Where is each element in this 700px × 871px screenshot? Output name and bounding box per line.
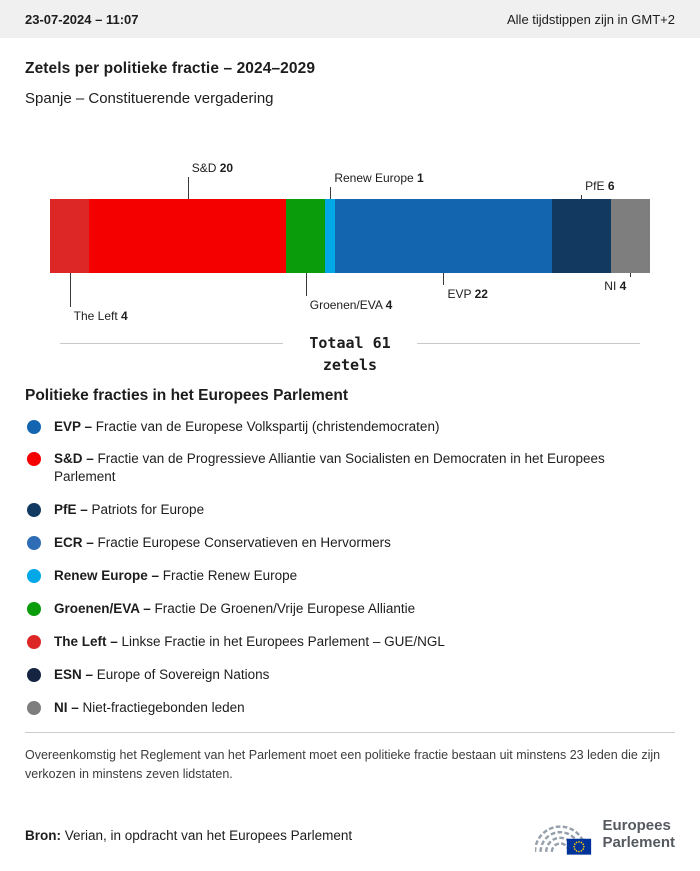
callout-line xyxy=(70,273,71,307)
callout-line xyxy=(306,273,307,296)
total-sublabel: zetels xyxy=(322,355,378,374)
eu-flag-icon xyxy=(567,839,591,855)
legend-list xyxy=(25,418,675,718)
total-label: Totaal 61 xyxy=(309,334,391,352)
legend-label: NI – Niet-fractiegebonden leden xyxy=(54,700,245,716)
legend-dot xyxy=(27,420,41,434)
legend-label: ECR – Fractie Europese Conservatieven en Hervormers xyxy=(54,535,391,551)
total-divider-right xyxy=(417,343,640,344)
bar-segment-s-d[interactable] xyxy=(89,199,286,273)
legend-dot xyxy=(27,701,41,715)
bar-segment-evp[interactable] xyxy=(335,199,551,273)
callout-label: Renew Europe 1 xyxy=(334,171,424,185)
legend-item-evp xyxy=(25,418,675,436)
legend-dot xyxy=(27,668,41,682)
bar-segment-pfe[interactable] xyxy=(552,199,611,273)
legend-item-esn xyxy=(25,666,675,684)
legend-item-ecr xyxy=(25,534,675,552)
bar-segment-groenen-eva[interactable] xyxy=(286,199,325,273)
legend-dot xyxy=(27,503,41,517)
source-label: Bron: xyxy=(25,827,61,843)
legend-label: EVP – Fractie van de Europese Volkspartij (christendemocraten) xyxy=(54,418,440,434)
legend-item-the-left xyxy=(25,633,675,651)
page-subtitle: Spanje – Constituerende vergadering xyxy=(25,90,274,107)
total-text xyxy=(283,333,416,377)
ep-logo xyxy=(535,813,675,857)
source-text xyxy=(25,828,352,843)
bar-segment-the-left[interactable] xyxy=(50,199,89,273)
legend-label: ESN – Europe of Sovereign Nations xyxy=(54,667,270,683)
legend-dot xyxy=(27,452,41,466)
logo-wordmark xyxy=(602,818,675,852)
divider xyxy=(25,732,675,733)
legend-item-s-d xyxy=(25,450,675,486)
datetime-text: 23-07-2024 – 11:07 xyxy=(25,11,139,27)
legend-item-pfe xyxy=(25,501,675,519)
footnote-text: Overeenkomstig het Reglement van het Parlement moet een politieke fractie bestaan uit minstens 23 leden die zijn verkozen in minstens zeven lidstaten. xyxy=(25,748,661,781)
source-value: Verian, in opdracht van het Europees Parlement xyxy=(61,827,353,843)
callout-line xyxy=(330,187,331,199)
legend-item-groenen-eva xyxy=(25,600,675,618)
legend-label: The Left – Linkse Fractie in het Europees Parlement – GUE/NGL xyxy=(54,634,445,650)
legend-dot xyxy=(27,536,41,550)
callout-line xyxy=(581,195,582,199)
header-bar xyxy=(0,0,700,38)
legend-heading: Politieke fracties in het Europees Parlement xyxy=(25,386,349,404)
callout-label: NI 4 xyxy=(604,279,627,293)
legend-dot xyxy=(27,602,41,616)
timezone-note: Alle tijdstippen zijn in GMT+2 xyxy=(507,11,675,27)
callout-line xyxy=(188,177,189,199)
stacked-bar xyxy=(50,199,650,273)
callout-label: S&D 20 xyxy=(191,161,234,175)
callout-line xyxy=(443,273,444,285)
legend-item-renew-europe xyxy=(25,567,675,585)
legend-label: PfE – Patriots for Europe xyxy=(54,502,205,518)
hemicycle-icon xyxy=(535,813,593,857)
legend-dot xyxy=(27,569,41,583)
callout-label: Groenen/EVA 4 xyxy=(309,298,393,312)
source-row xyxy=(25,813,675,857)
logo-line-1: Europees xyxy=(602,817,671,835)
page-title: Zetels per politieke fractie – 2024–2029 xyxy=(25,60,316,77)
legend-item-ni xyxy=(25,699,675,717)
callout-label: PfE 6 xyxy=(585,179,615,193)
legend-label: S&D – Fractie van de Progressieve Alliantie van Socialisten en Democraten in het Europees Parlement xyxy=(54,451,605,485)
logo-line-2: Parlement xyxy=(602,834,675,851)
legend-label: Groenen/EVA – Fractie De Groenen/Vrije Europese Alliantie xyxy=(54,601,416,617)
callout-label: The Left 4 xyxy=(73,309,128,323)
seat-chart xyxy=(50,121,650,321)
callout-line xyxy=(630,273,631,277)
legend-label: Renew Europe – Fractie Renew Europe xyxy=(54,568,298,584)
callout-label: EVP 22 xyxy=(447,287,488,301)
total-seats xyxy=(60,333,640,377)
total-divider-left xyxy=(60,343,283,344)
bar-segment-ni[interactable] xyxy=(611,199,650,273)
bar-segment-renew-europe[interactable] xyxy=(325,199,335,273)
legend-dot xyxy=(27,635,41,649)
